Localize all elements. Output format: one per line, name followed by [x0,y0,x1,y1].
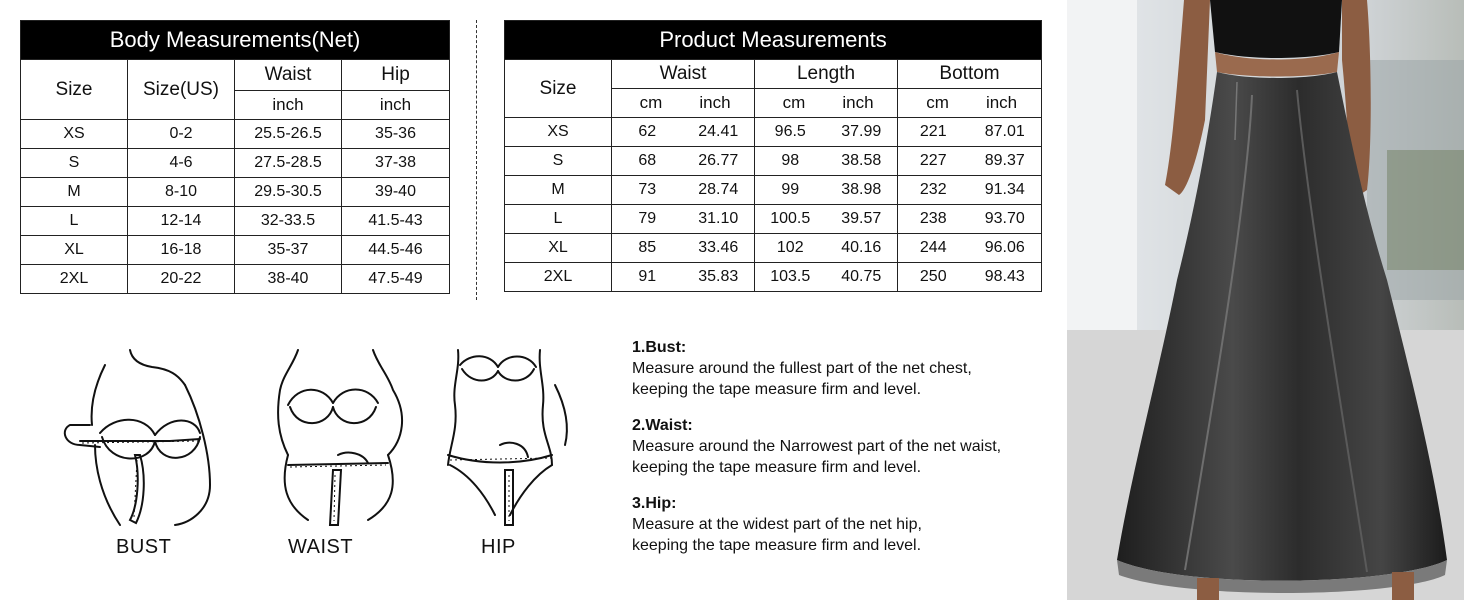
body-table-row [21,236,450,265]
product-cell-waist-in: 24.41 [683,118,755,147]
instruction-line: keeping the tape measure firm and level. [632,537,922,554]
body-cell-hip: 41.5-43 [342,207,450,236]
product-cell-waist-cm: 79 [612,205,683,234]
product-cell-waist-in: 28.74 [683,176,755,205]
instruction-title: 2.Waist: [632,417,693,434]
body-cell-hip: 37-38 [342,149,450,178]
product-cell-waist-cm: 85 [612,234,683,263]
body-cell-waist: 29.5-30.5 [235,178,342,207]
product-cell-size: S [505,147,612,176]
product-cell-waist-cm: 73 [612,176,683,205]
product-unit-bottom [898,89,1042,118]
body-unit-hip: inch [342,91,450,120]
unit-inch: inch [842,93,874,112]
product-cell-bottom-cm: 227 [898,147,969,176]
product-table-row [505,176,1042,205]
product-cell-waist-in: 33.46 [683,234,755,263]
instruction-line: keeping the tape measure firm and level. [632,381,922,398]
instruction-title: 3.Hip: [632,495,677,512]
product-col-size: Size [505,60,612,118]
hip-measure-illustration [440,345,580,530]
product-cell-bottom-in: 89.37 [969,147,1042,176]
bust-label: BUST [116,536,172,558]
body-cell-waist: 25.5-26.5 [235,120,342,149]
product-cell-length-in: 40.16 [826,234,898,263]
body-cell-size: S [21,149,128,178]
product-cell-bottom-in: 98.43 [969,263,1042,292]
product-cell-bottom-cm: 244 [898,234,969,263]
body-cell-size: XS [21,120,128,149]
dashed-divider [476,20,477,300]
body-cell-waist: 38-40 [235,265,342,294]
product-cell-length-cm: 103.5 [755,263,826,292]
product-cell-size: M [505,176,612,205]
body-table-row [21,149,450,178]
product-cell-length-cm: 100.5 [755,205,826,234]
product-cell-size: XL [505,234,612,263]
product-cell-bottom-in: 96.06 [969,234,1042,263]
body-cell-waist: 35-37 [235,236,342,265]
instruction-line: Measure at the widest part of the net hip, [632,516,922,533]
instruction-line: Measure around the fullest part of the net chest, [632,360,972,377]
product-cell-waist-in: 31.10 [683,205,755,234]
body-table-row [21,207,450,236]
body-cell-size: 2XL [21,265,128,294]
body-table-row [21,178,450,207]
product-cell-bottom-in: 87.01 [969,118,1042,147]
product-cell-bottom-cm: 221 [898,118,969,147]
product-cell-length-in: 39.57 [826,205,898,234]
unit-cm: cm [782,93,806,112]
product-cell-size: XS [505,118,612,147]
body-cell-size: M [21,178,128,207]
body-cell-hip: 47.5-49 [342,265,450,294]
product-table-row [505,118,1042,147]
product-cell-length-in: 37.99 [826,118,898,147]
instruction-waist [632,415,1001,478]
product-cell-size: L [505,205,612,234]
waist-measure-illustration [268,345,418,530]
instruction-line: Measure around the Narrowest part of the net waist, [632,438,1002,455]
product-cell-length-cm: 96.5 [755,118,826,147]
body-cell-us: 20-22 [128,265,235,294]
product-col-bottom: Bottom [898,60,1042,89]
instruction-hip [632,493,922,556]
body-table-row [21,120,450,149]
product-cell-length-cm: 102 [755,234,826,263]
body-cell-size: L [21,207,128,236]
product-table-row [505,263,1042,292]
bust-measure-illustration [60,345,235,530]
product-cell-length-in: 38.98 [826,176,898,205]
product-cell-size: 2XL [505,263,612,292]
product-cell-waist-in: 35.83 [683,263,755,292]
product-cell-bottom-cm: 232 [898,176,969,205]
product-cell-waist-in: 26.77 [683,147,755,176]
product-photo [1067,0,1464,600]
unit-inch: inch [699,93,731,112]
body-cell-us: 0-2 [128,120,235,149]
product-unit-waist [612,89,755,118]
body-cell-us: 16-18 [128,236,235,265]
body-cell-hip: 35-36 [342,120,450,149]
body-cell-waist: 32-33.5 [235,207,342,236]
product-cell-length-cm: 99 [755,176,826,205]
body-table-row [21,265,450,294]
product-col-length: Length [755,60,898,89]
product-measurements-table [504,20,1042,292]
product-cell-bottom-cm: 238 [898,205,969,234]
product-table-title: Product Measurements [505,21,1042,60]
body-col-size: Size [21,60,128,120]
body-measurements-table [20,20,450,294]
body-cell-hip: 44.5-46 [342,236,450,265]
product-cell-waist-cm: 62 [612,118,683,147]
body-cell-us: 8-10 [128,178,235,207]
product-unit-length [755,89,898,118]
body-cell-hip: 39-40 [342,178,450,207]
body-unit-waist: inch [235,91,342,120]
product-cell-bottom-in: 91.34 [969,176,1042,205]
product-cell-waist-cm: 91 [612,263,683,292]
unit-cm: cm [926,93,949,112]
product-cell-waist-cm: 68 [612,147,683,176]
product-table-row [505,147,1042,176]
body-cell-us: 12-14 [128,207,235,236]
instruction-line: keeping the tape measure firm and level. [632,459,922,476]
unit-cm: cm [639,93,663,112]
product-table-row [505,234,1042,263]
body-cell-waist: 27.5-28.5 [235,149,342,178]
instruction-title: 1.Bust: [632,339,687,356]
hip-label: HIP [481,536,516,558]
body-col-size-us: Size(US) [128,60,235,120]
body-col-hip: Hip [342,60,450,91]
unit-inch: inch [985,93,1018,112]
product-cell-bottom-in: 93.70 [969,205,1042,234]
body-cell-us: 4-6 [128,149,235,178]
instruction-bust [632,337,972,400]
waist-label: WAIST [288,536,354,558]
body-cell-size: XL [21,236,128,265]
body-table-title: Body Measurements(Net) [21,21,450,60]
product-cell-length-in: 40.75 [826,263,898,292]
product-cell-bottom-cm: 250 [898,263,969,292]
body-col-waist: Waist [235,60,342,91]
product-cell-length-cm: 98 [755,147,826,176]
product-col-waist: Waist [612,60,755,89]
product-table-row [505,205,1042,234]
product-cell-length-in: 38.58 [826,147,898,176]
